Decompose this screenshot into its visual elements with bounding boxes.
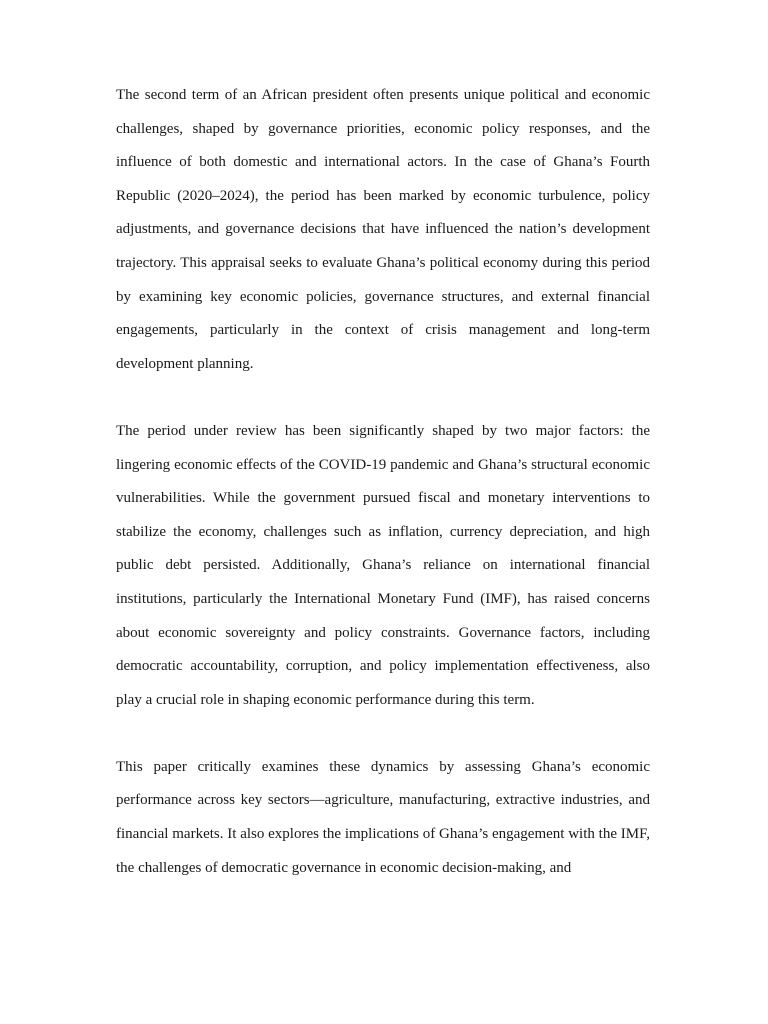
document-page [116,79,650,885]
paragraph-introduction: The second term of an African president often presents unique political and economic challenges, shaped by governance priorities, economic policy responses, and the influence of both domestic and international actors. In the case of Ghana’s Fourth Republic (2020–2024), the period has been marked by economic turbulence, policy adjustments, and governance decisions that have influenced the nation’s development trajectory. This appraisal seeks to evaluate Ghana’s political economy during this period by examining key economic policies, governance structures, and external financial engagements, particularly in the context of crisis management and long-term development planning. [116,87,650,372]
paragraph-scope: This paper critically examines these dynamics by assessing Ghana’s economic performance across key sectors—agriculture, manufacturing, extractive industries, and financial markets. It also explores the implications of Ghana’s engagement with the IMF, the challenges of democratic governance in economic decision-making, and [116,758,650,876]
paragraph-context: The period under review has been significantly shaped by two major factors: the lingering economic effects of the COVID-19 pandemic and Ghana’s structural economic vulnerabilities. While the government pursued fiscal and monetary interventions to stabilize the economy, challenges such as inflation, currency depreciation, and high public debt persisted. Additionally, Ghana’s reliance on international financial institutions, particularly the International Monetary Fund (IMF), has raised concerns about economic sovereignty and policy constraints. Governance factors, including democratic accountability, corruption, and policy implementation effectiveness, also play a crucial role in shaping economic performance during this term. [116,422,650,708]
